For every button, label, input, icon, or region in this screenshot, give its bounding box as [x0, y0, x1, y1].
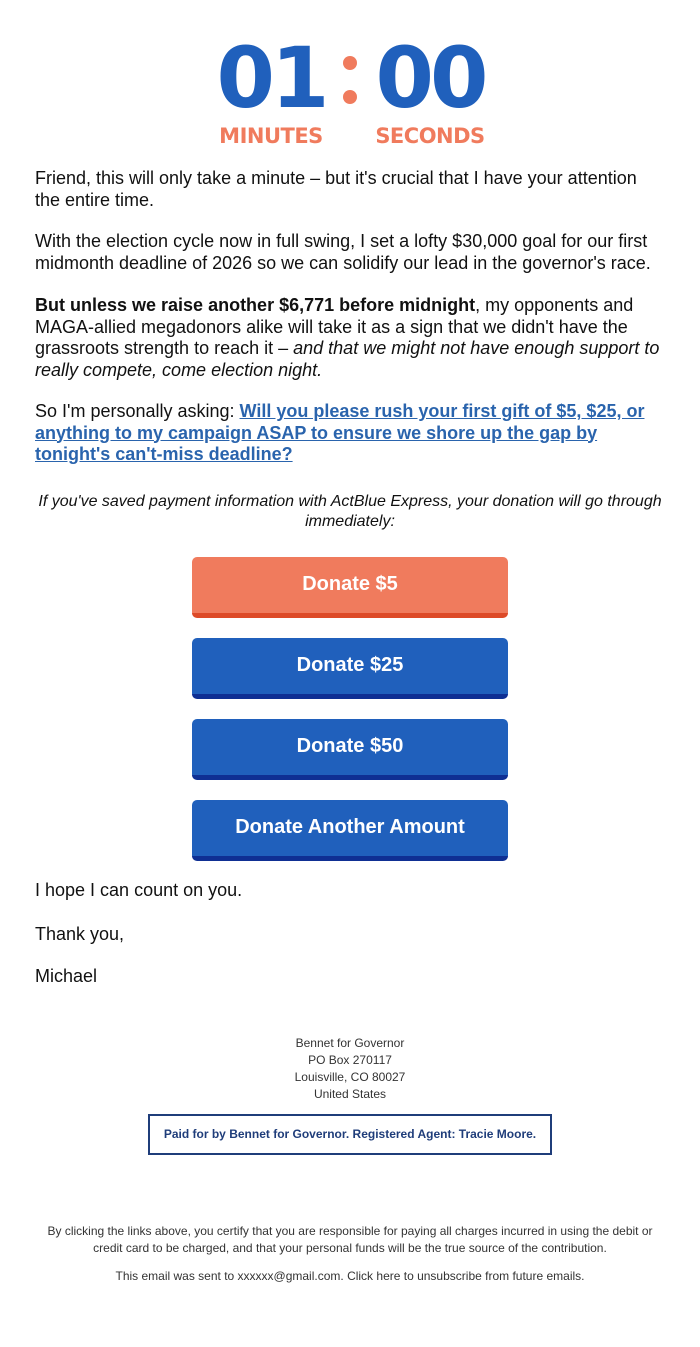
urgency-italic-text: and that we might not have enough support to really compete, come election night. — [35, 338, 660, 380]
thank-you-line: Thank you, — [35, 924, 125, 944]
countdown-minutes — [186, 29, 356, 148]
ask-prefix: So I'm personally asking: — [35, 401, 240, 421]
donate-50-button[interactable]: Donate $50 — [192, 719, 508, 780]
urgency-bold-text: But unless we raise another $6,771 before midnight — [35, 295, 476, 315]
closing-line: I hope I can count on you. — [35, 880, 243, 900]
paid-for-disclaimer: Paid for by Bennet for Governor. Registered Agent: Tracie Moore. — [148, 1114, 552, 1155]
address-country: United States — [313, 1087, 387, 1101]
urgency-paragraph — [35, 295, 665, 381]
goal-paragraph — [35, 231, 665, 274]
signature: Michael — [35, 966, 98, 986]
mailing-address — [0, 1035, 700, 1103]
sent-to-note — [0, 1268, 700, 1285]
countdown-minutes-value: 01 — [216, 29, 326, 127]
goal-text: With the election cycle now in full swing, I set a lofty $30,000 goal for our first midmonth deadline of 2026 so we can solidify our lead in the governor's race. — [35, 231, 651, 273]
intro-text: Friend, this will only take a minute – but it's crucial that I have your attention the entire time. — [35, 168, 637, 210]
donate-5-button[interactable]: Donate $5 — [192, 557, 508, 618]
donate-other-amount-button[interactable]: Donate Another Amount — [192, 800, 508, 861]
urgency-regular-text: , my opponents and MAGA-allied megadonors alike will take it as a sign that we didn't have the grassroots strength to reach it – — [35, 295, 634, 358]
address-po-box: PO Box 270117 — [308, 1053, 392, 1067]
countdown-minutes-label: MINUTES — [219, 124, 323, 148]
legal-disclaimer: By clicking the links above, you certify that you are responsible for paying all charges incurred in using the debit or credit card to be charged, and that your personal funds will be the true source of the contribution. — [47, 1224, 653, 1255]
countdown-seconds-label: SECONDS — [375, 124, 485, 148]
ask-donate-link[interactable]: Will you please rush your first gift of $5, $25, or anything to my campaign ASAP to ensure we shore up the gap by tonight's can't-miss deadline? — [35, 401, 645, 464]
sent-to-text: This email was sent to xxxxxx@gmail.com. — [115, 1269, 348, 1283]
address-city: Louisville, CO 80027 — [294, 1070, 406, 1084]
countdown-seconds-value: 00 — [375, 29, 485, 127]
countdown-timer — [0, 29, 700, 154]
actblue-express-note: If you've saved payment information with ActBlue Express, your donation will go through immediately: — [38, 493, 662, 530]
countdown-seconds — [345, 29, 515, 148]
intro-paragraph — [35, 168, 665, 211]
unsubscribe-link[interactable]: Click here to unsubscribe from future emails. — [347, 1269, 585, 1283]
address-org-name: Bennet for Governor — [295, 1036, 405, 1050]
donate-25-button[interactable]: Donate $25 — [192, 638, 508, 699]
ask-paragraph — [35, 401, 665, 466]
